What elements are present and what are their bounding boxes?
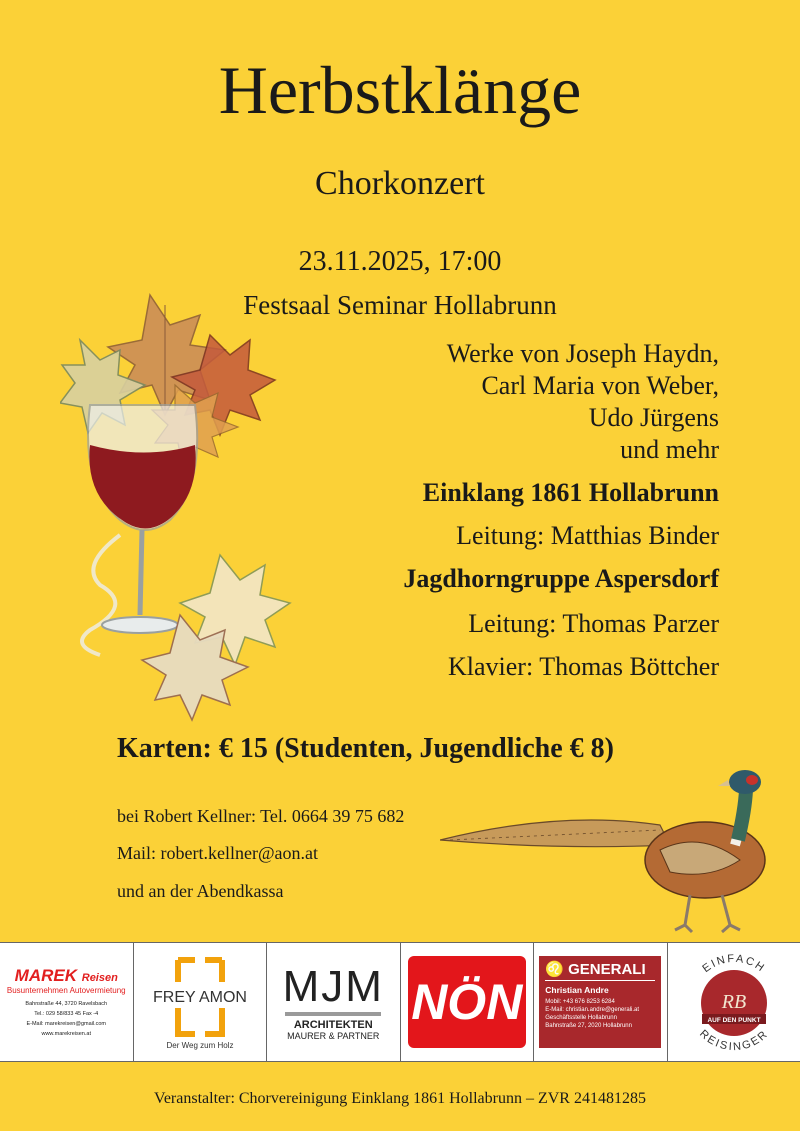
marek-logo-name: MAREK [14,965,78,985]
sponsor-marek-reisen[interactable] [0,943,134,1061]
sponsor-logos [0,942,800,1062]
marek-email: E-Mail: marekreisen@gmail.com [26,1020,107,1027]
sponsor-mjm[interactable] [267,943,401,1061]
generali-email: E-Mail: christian.andre@generali.at [545,1007,640,1013]
program-work-line: und mehr [620,435,719,464]
generali-mobile: Mobil: +43 676 8253 6284 [545,999,615,1005]
frey-amon-logo [140,952,260,1052]
sponsor-reisinger[interactable] [668,943,800,1061]
mjm-logo: MJM [282,961,384,1011]
organizer-footer: Veranstalter: Chorvereinigung Einklang 1861 Hollabrunn – ZVR 241481285 [154,1090,646,1107]
sponsor-frey-amon[interactable] [134,943,268,1061]
program-work-line: Carl Maria von Weber, [481,371,719,400]
lion-icon: ♌ [545,961,564,978]
generali-office: Geschäftsstelle Hollabrunn [545,1015,617,1021]
sponsor-noen[interactable] [401,943,535,1061]
ticket-prices: Karten: € 15 (Studenten, Jugendliche € 8) [117,733,614,764]
generali-person: Christian Andre [545,985,609,995]
reisinger-logo [674,946,794,1058]
reisinger-bottom: REISINGER [696,1027,771,1054]
poster-subtitle: Chorkonzert [315,165,485,202]
event-date-time: 23.11.2025, 17:00 [298,246,502,277]
program-works [447,338,719,466]
generali-name: GENERALI [568,961,646,978]
choir-name: Einklang 1861 Hollabrunn [422,478,719,507]
event-venue: Festsaal Seminar Hollabrunn [243,290,557,320]
generali-address: Bahnstraße 27, 2020 Hollabrunn [545,1023,632,1029]
contact-phone: bei Robert Kellner: Tel. 0664 39 75 682 [117,806,405,826]
reisinger-monogram: RB [721,991,746,1013]
pheasant-illustration [440,760,790,935]
choir-conductor: Leitung: Matthias Binder [456,521,719,550]
program-work-line: Werke von Joseph Haydn, [446,339,719,368]
poster-title: Herbstklänge [218,52,582,128]
wine-glass-leaves-illustration [60,285,310,725]
frey-amon-tagline: Der Weg zum Holz [166,1041,234,1050]
marek-logo-suffix: Reisen [81,971,118,984]
marek-web: www.marekreisen.at [41,1030,91,1037]
piano-credit: Klavier: Thomas Böttcher [447,652,719,681]
marek-tagline: Busunternehmen Autovermietung [6,985,126,995]
marek-address: Bahnstraße 44, 3720 Ravelsbach [25,1000,108,1007]
contact-email[interactable]: Mail: robert.kellner@aon.at [117,843,319,863]
reisinger-band: AUF DEN PUNKT [707,1017,761,1024]
frey-amon-name: FREY AMON [152,989,247,1006]
box-office-note: und an der Abendkassa [117,881,284,901]
sponsor-generali[interactable] [534,943,668,1061]
mjm-line2: MAURER & PARTNER [287,1030,380,1041]
reisinger-top: EINFACH [700,952,768,976]
horn-group-name: Jagdhorngruppe Aspersdorf [403,564,719,593]
marek-tel: Tel.: 029 58/833 45 Fax -4 [34,1010,99,1017]
program-work-line: Udo Jürgens [588,403,719,432]
horn-group-conductor: Leitung: Thomas Parzer [468,609,719,638]
mjm-line1: ARCHITEKTEN [293,1018,373,1031]
noen-logo: NÖN [411,974,523,1030]
